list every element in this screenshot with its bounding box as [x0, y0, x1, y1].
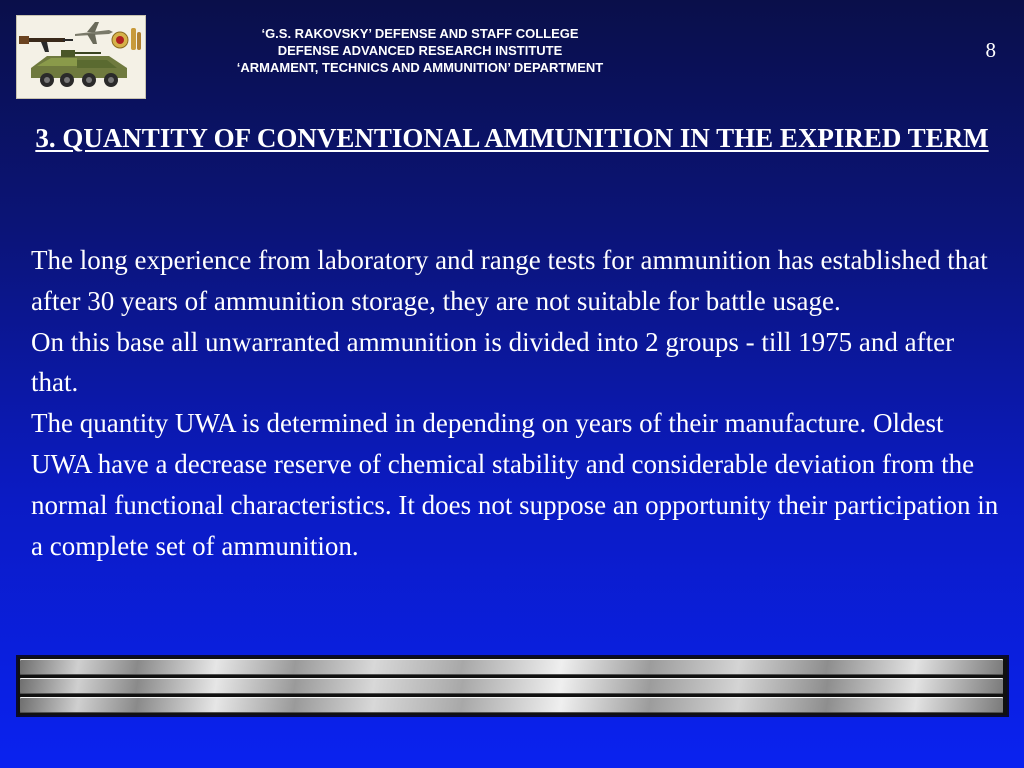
header-line-institute: DEFENSE ADVANCED RESEARCH INSTITUTE: [277, 43, 563, 58]
body-text: [31, 240, 1001, 566]
ammunition-icon: [131, 28, 141, 50]
paragraph-uwa: The quantity UWA is determined in depending on years of their manufacture. Oldest UWA have a decrease reserve of chemical stability and considerable deviation from the normal functional characteristics. It does not suppose an opportunity their participation in a complete set of ammunition.: [31, 408, 999, 561]
metal-bar: [20, 697, 1003, 713]
armored-vehicle-icon: [31, 50, 127, 87]
metal-bar: [20, 678, 1003, 694]
page-number: 8: [985, 38, 996, 62]
aircraft-icon: [75, 22, 113, 44]
military-equipment-logo: [16, 15, 146, 99]
header-line-department: ‘ARMAMENT, TECHNICS AND AMMUNITION’ DEPARTMENT: [236, 60, 604, 75]
emblem-icon: [112, 32, 128, 48]
paragraph-groups: On this base all unwarranted ammunition is divided into 2 groups - till 1975 and after that.: [31, 326, 955, 398]
institution-header: [160, 25, 680, 76]
metal-bar: [20, 659, 1003, 675]
slide-title: 3. QUANTITY OF CONVENTIONAL AMMUNITION IN THE EXPIRED TERM: [35, 123, 989, 153]
paragraph-tests: The long experience from laboratory and range tests for ammunition has established that after 30 years of ammunition storage, they are not suitable for battle usage.: [31, 245, 988, 316]
header-line-college: ‘G.S. RAKOVSKY’ DEFENSE AND STAFF COLLEGE: [261, 26, 579, 41]
logo-illustration: [17, 16, 145, 98]
decorative-metal-bars: [16, 655, 1009, 717]
rifle-icon: [19, 36, 73, 52]
